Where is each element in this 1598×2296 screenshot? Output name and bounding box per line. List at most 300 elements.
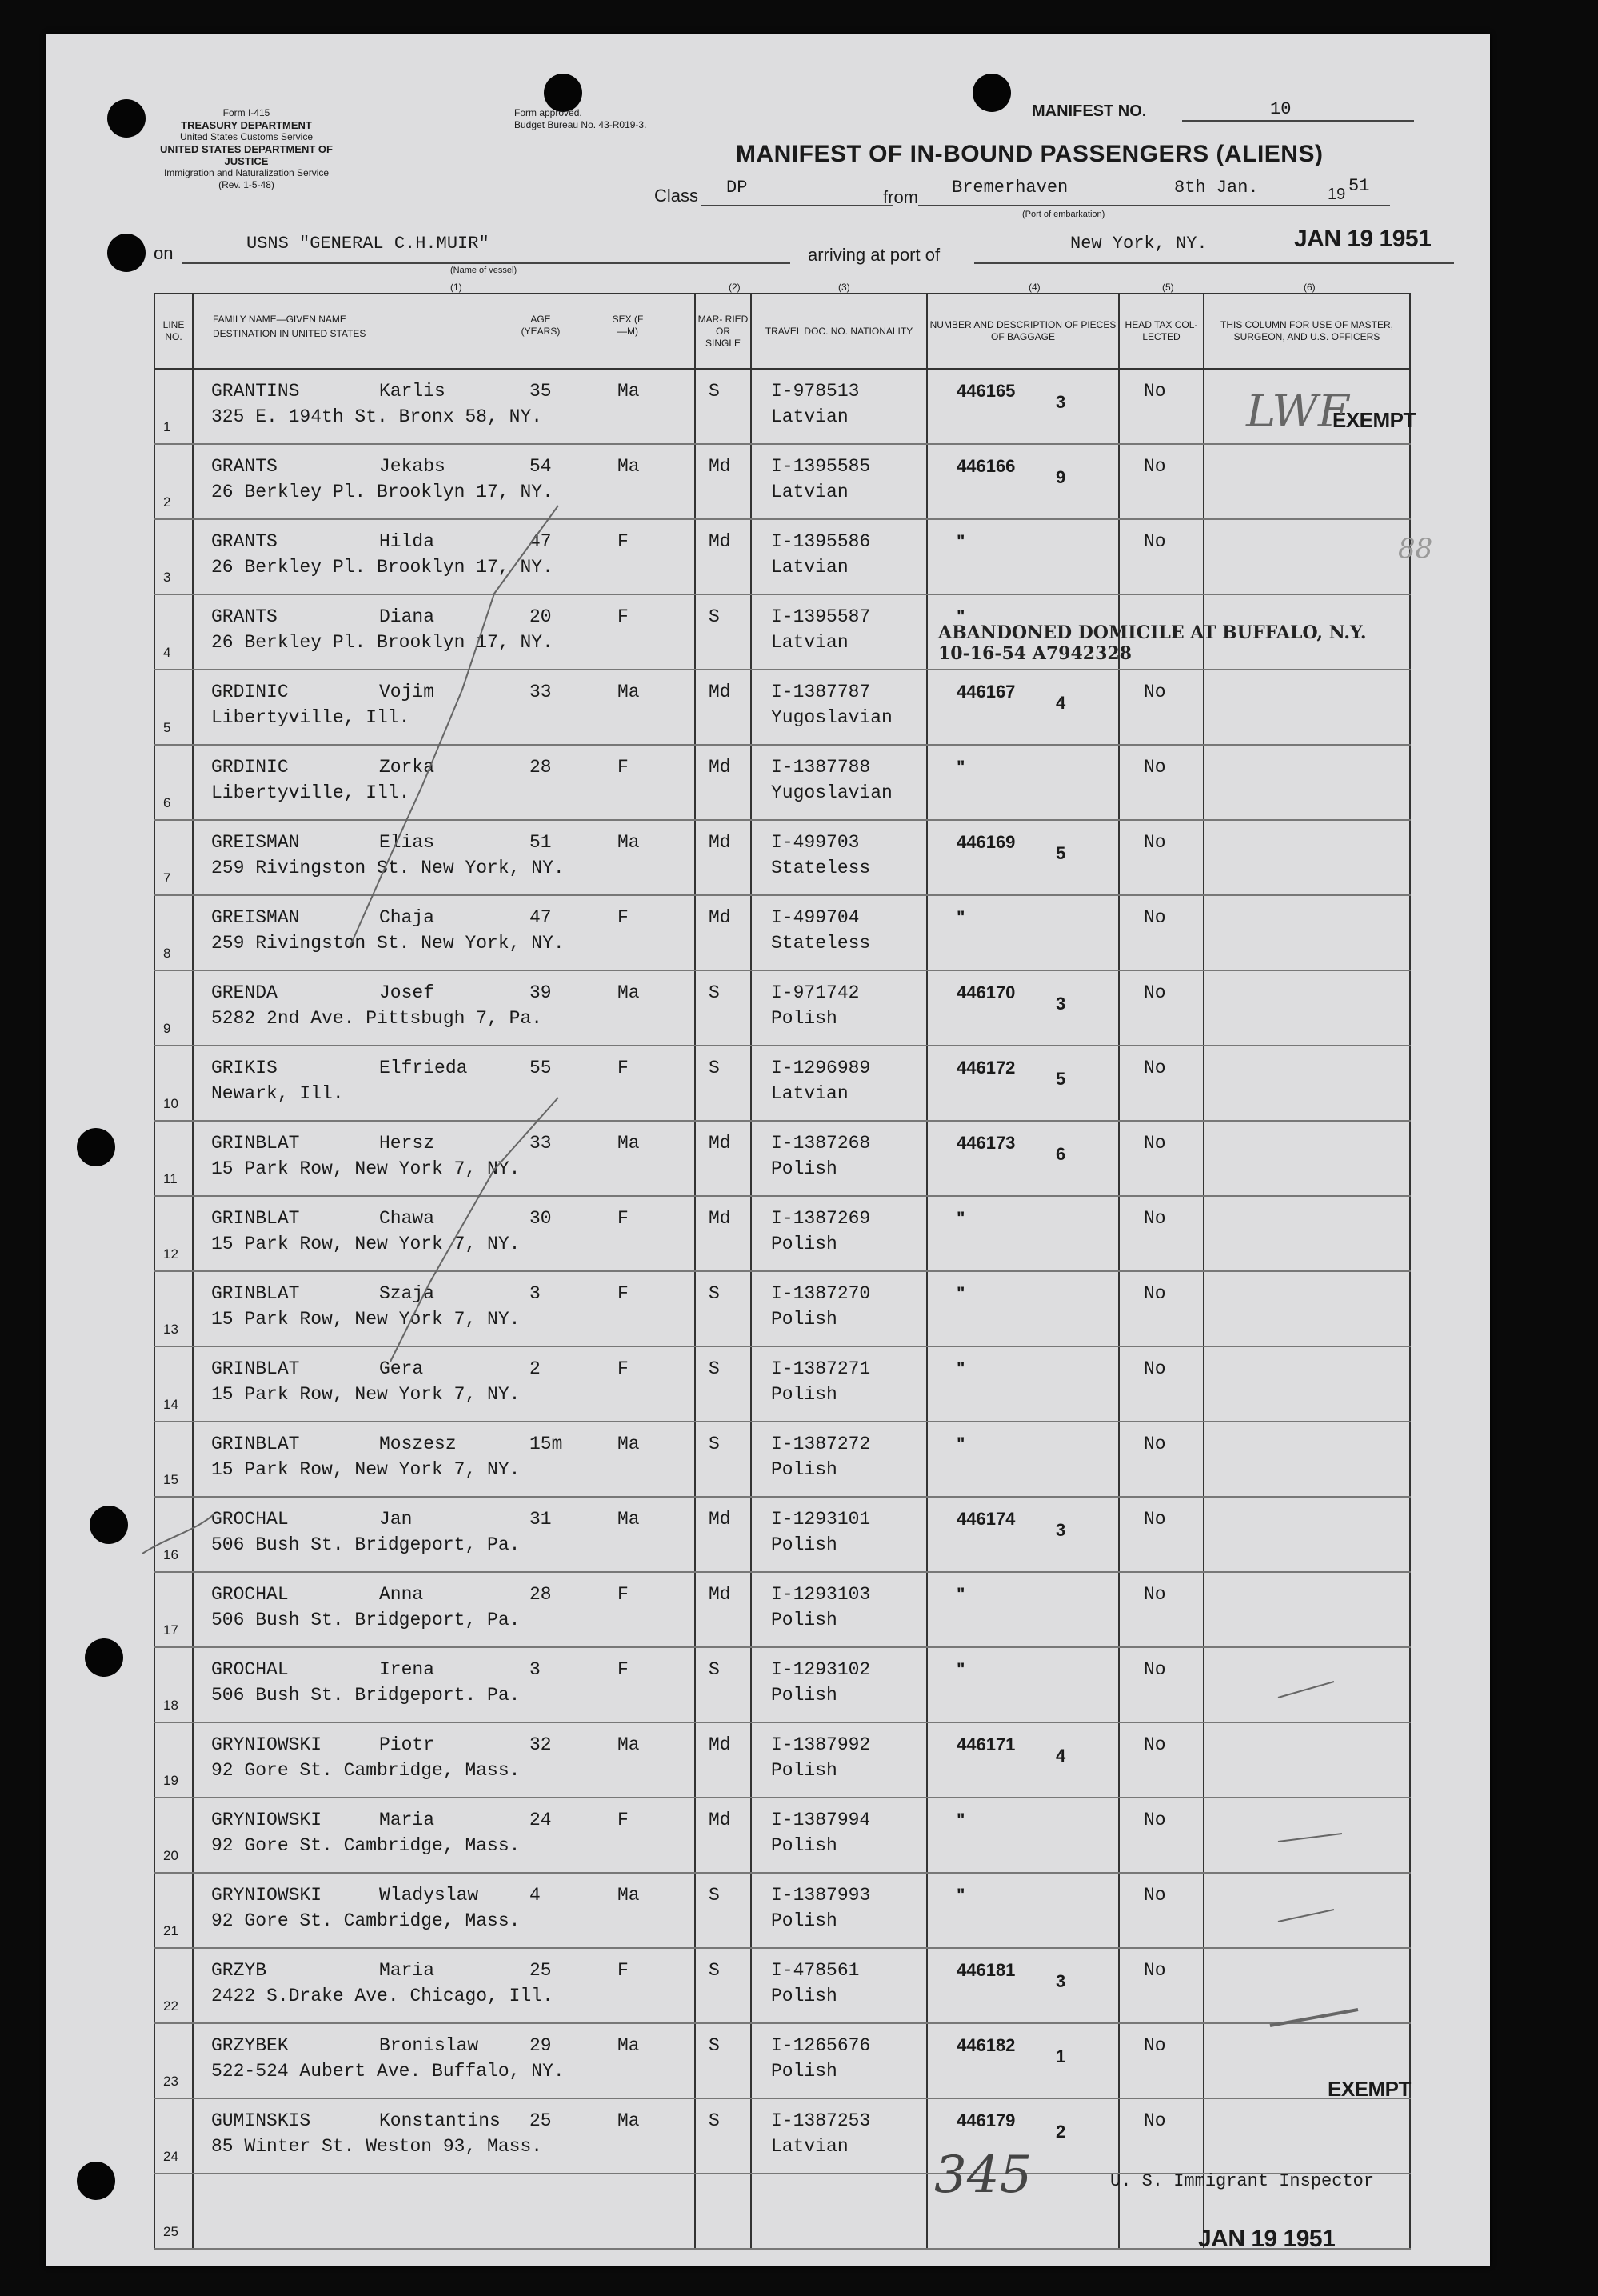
sex: F [617,1659,629,1680]
nationality: Latvian [771,482,849,502]
officers-cell [1204,1948,1410,2023]
given-name: Diana [379,606,435,627]
doc-cell [751,670,927,745]
doc-cell [751,369,927,444]
punch-hole [90,1506,128,1544]
marital-cell [695,670,751,745]
head-tax: No [1144,1208,1166,1229]
destination: 26 Berkley Pl. Brooklyn 17, NY. [211,557,553,578]
travel-doc-no: I-1387272 [771,1434,871,1454]
name-cell [193,1271,695,1346]
family-name: GRINBLAT [211,1283,300,1304]
head-tax: No [1144,832,1166,853]
name-cell [193,1121,695,1196]
given-name: Vojim [379,682,435,702]
name-cell [193,1798,695,1873]
baggage-pieces: 2 [1056,2122,1066,2142]
marital-cell [695,1271,751,1346]
abandoned-note-line2: 10-16-54 A7942328 [938,643,1132,664]
baggage-number: " [957,606,965,626]
manifest-title: MANIFEST OF IN-BOUND PASSENGERS (ALIENS) [736,141,1324,167]
nationality: Polish [771,1384,837,1405]
marital-status: S [709,381,720,402]
officers-cell [1204,1346,1410,1422]
name-cell [193,1196,695,1271]
name-cell [193,444,695,519]
marital-cell [695,1346,751,1422]
destination: 506 Bush St. Bridgeport, Pa. [211,1610,521,1630]
line-cell [154,1271,193,1346]
marital-status: S [709,606,720,627]
sex: Ma [617,456,640,477]
column-number: (1) [450,282,462,293]
nationality: Polish [771,1760,837,1781]
age: 39 [529,982,552,1003]
travel-doc-no: I-1293101 [771,1509,871,1530]
class-line [701,205,893,206]
abandoned-note-line1: ABANDONED DOMICILE AT BUFFALO, N.Y. [938,622,1367,643]
form-agency-block [150,107,342,191]
baggage-number: 446179 [957,2110,1016,2130]
name-cell [193,2098,695,2174]
col-line: LINE NO. [154,294,193,369]
destination: 15 Park Row, New York 7, NY. [211,1158,521,1179]
officers-cell [1204,2098,1410,2174]
travel-doc-no: I-1265676 [771,2035,871,2056]
marital-cell [695,1948,751,2023]
headtax-cell [1119,444,1204,519]
name-cell [193,1046,695,1121]
marital-status: Md [709,456,731,477]
headtax-cell [1119,745,1204,820]
doc-cell [751,2023,927,2098]
head-tax: No [1144,381,1166,402]
nationality: Latvian [771,557,849,578]
age: 47 [529,907,552,928]
table-row [154,1647,1410,1722]
head-tax: No [1144,1584,1166,1605]
head-tax: No [1144,757,1166,778]
sex: Ma [617,1885,640,1906]
baggage-pieces: 3 [1056,1971,1066,1991]
marital-cell [695,1422,751,1497]
family-name: GREISMAN [211,832,300,853]
doc-cell [751,2098,927,2174]
table-row [154,519,1410,594]
sex: Ma [617,832,640,853]
sex: F [617,907,629,928]
baggage-cell [927,1647,1119,1722]
age: 15m [529,1434,563,1454]
line-number: 1 [163,419,171,434]
name-cell [193,1497,695,1572]
nationality: Stateless [771,933,871,954]
destination: 522-524 Aubert Ave. Buffalo, NY. [211,2061,565,2082]
age: 32 [529,1734,552,1755]
table-row [154,970,1410,1046]
line-cell [154,745,193,820]
family-name: GRANTINS [211,381,300,402]
family-name: GRDINIC [211,757,289,778]
age: 35 [529,381,552,402]
exempt-stamp: EXEMPT [1332,408,1416,432]
name-cell [193,745,695,820]
marital-status: Md [709,531,731,552]
treasury-dept: TREASURY DEPARTMENT [181,119,312,131]
age: 55 [529,1058,552,1078]
travel-doc-no: I-499703 [771,832,860,853]
arrival-line [974,262,1454,264]
baggage-number: " [957,1208,965,1228]
manifest-no-value: 10 [1270,99,1292,119]
travel-doc-no: I-978513 [771,381,860,402]
doc-cell [751,895,927,970]
doc-cell [751,519,927,594]
family-name: GRANTS [211,456,278,477]
sex: F [617,757,629,778]
given-name: Karlis [379,381,445,402]
col-married: MAR- RIED OR SINGLE [695,294,751,369]
baggage-number: " [957,1283,965,1303]
nationality: Stateless [771,858,871,878]
table-row [154,2098,1410,2174]
family-name: GRANTS [211,606,278,627]
line-cell [154,2023,193,2098]
baggage-cell [927,444,1119,519]
line-cell [154,1046,193,1121]
line-cell [154,1572,193,1647]
doc-cell [751,1046,927,1121]
given-name: Szaja [379,1283,435,1304]
officers-cell [1204,1121,1410,1196]
line-cell [154,1647,193,1722]
given-name: Hersz [379,1133,435,1154]
sex: Ma [617,2035,640,2056]
headtax-cell [1119,1121,1204,1196]
marital-status: S [709,1434,720,1454]
table-row [154,369,1410,444]
marital-status: S [709,1885,720,1906]
travel-doc-no: I-1387994 [771,1810,871,1830]
baggage-pieces: 5 [1056,843,1066,863]
destination: Newark, Ill. [211,1083,344,1104]
travel-doc-no: I-1387268 [771,1133,871,1154]
head-tax: No [1144,1434,1166,1454]
line-number: 19 [163,1773,178,1788]
line-cell [154,1196,193,1271]
punch-hole [973,74,1011,112]
marital-status: Md [709,1734,731,1755]
line-number: 2 [163,494,171,510]
table-row [154,670,1410,745]
age: 31 [529,1509,552,1530]
head-tax: No [1144,907,1166,928]
ins-service: Immigration and Naturalization Service [163,167,330,178]
travel-doc-no: I-971742 [771,982,860,1003]
marital-status: Md [709,1133,731,1154]
age: 3 [529,1283,541,1304]
headtax-cell [1119,820,1204,895]
line-number: 7 [163,870,171,886]
name-cell [193,820,695,895]
embarkation-port: Bremerhaven [952,178,1069,198]
arrival-date-stamp: JAN 19 1951 [1294,226,1432,252]
given-name: Jekabs [379,456,445,477]
baggage-number: 446171 [957,1734,1016,1754]
baggage-number: 446174 [957,1509,1016,1529]
sex: F [617,1358,629,1379]
given-name: Elias [379,832,435,853]
line-number: 24 [163,2149,178,2164]
marital-cell [695,1722,751,1798]
punch-hole [85,1638,123,1677]
marital-status: S [709,1659,720,1680]
table-row [154,1271,1410,1346]
table-row [154,444,1410,519]
manifest-no-line [1182,120,1414,122]
age: 28 [529,757,552,778]
nationality: Polish [771,1685,837,1706]
family-name: GRENDA [211,982,278,1003]
line-number: 25 [163,2224,178,2239]
col-age-label: AGE (YEARS) [521,314,561,337]
line-cell [154,895,193,970]
doc-cell [751,1572,927,1647]
head-tax: No [1144,682,1166,702]
line-number: 8 [163,946,171,961]
marital-cell [695,369,751,444]
marital-status: Md [709,757,731,778]
baggage-cell [927,1497,1119,1572]
sex: Ma [617,2110,640,2131]
from-line [918,205,1390,206]
baggage-pieces: 9 [1056,467,1066,487]
family-name: GRYNIOWSKI [211,1734,322,1755]
line-number: 10 [163,1096,178,1111]
name-cell [193,1422,695,1497]
baggage-cell [927,1271,1119,1346]
handwritten-initials: LWF [1246,386,1349,438]
doc-cell [751,1948,927,2023]
year-prefix: 19 [1328,186,1346,203]
justice-dept: UNITED STATES DEPARTMENT OF JUSTICE [160,143,333,167]
sex: Ma [617,1509,640,1530]
name-cell [193,519,695,594]
doc-cell [751,1647,927,1722]
baggage-cell [927,1798,1119,1873]
arriving-label: arriving at port of [808,245,941,265]
doc-cell [751,1196,927,1271]
destination: 92 Gore St. Cambridge, Mass. [211,1835,521,1856]
age: 33 [529,1133,552,1154]
destination: Libertyville, Ill. [211,782,410,803]
given-name: Wladyslaw [379,1885,479,1906]
baggage-cell [927,1046,1119,1121]
sex: F [617,1283,629,1304]
line-number: 11 [163,1171,178,1186]
nationality: Polish [771,1459,837,1480]
name-cell [193,2023,695,2098]
marital-cell [695,970,751,1046]
destination: 15 Park Row, New York 7, NY. [211,1384,521,1405]
headtax-cell [1119,1572,1204,1647]
line-number: 23 [163,2074,178,2089]
baggage-pieces: 3 [1056,392,1066,412]
destination: 15 Park Row, New York 7, NY. [211,1309,521,1330]
col-sex-label: SEX (F—M) [612,314,644,337]
line-cell [154,820,193,895]
head-tax: No [1144,1885,1166,1906]
marital-cell [695,1798,751,1873]
punch-hole [77,2162,115,2200]
baggage-cell [927,1422,1119,1497]
given-name: Anna [379,1584,424,1605]
family-name: GUMINSKIS [211,2110,311,2131]
line-number: 9 [163,1021,171,1036]
marital-cell [695,1046,751,1121]
head-tax: No [1144,1810,1166,1830]
age: 29 [529,2035,552,2056]
doc-cell [751,1422,927,1497]
marital-cell [695,444,751,519]
line-number: 5 [163,720,171,735]
marital-cell [695,745,751,820]
headtax-cell [1119,895,1204,970]
baggage-number: " [957,907,965,927]
headtax-cell [1119,1873,1204,1948]
name-cell [193,895,695,970]
family-name: GRZYB [211,1960,267,1981]
baggage-cell [927,820,1119,895]
head-tax: No [1144,2110,1166,2131]
family-name: GREISMAN [211,907,300,928]
baggage-number: " [957,1885,965,1905]
marital-status: Md [709,907,731,928]
handwritten-abandoned-note [938,622,1367,664]
given-name: Jan [379,1509,413,1530]
sex: F [617,1810,629,1830]
officers-cell [1204,1046,1410,1121]
table-row [154,895,1410,970]
vessel-caption: (Name of vessel) [450,266,517,275]
marital-status: Md [709,832,731,853]
nationality: Latvian [771,632,849,653]
name-cell [193,670,695,745]
destination: Libertyville, Ill. [211,707,410,728]
officers-cell [1204,1873,1410,1948]
column-number: (2) [729,282,741,293]
headtax-cell [1119,1046,1204,1121]
line-number: 13 [163,1322,178,1337]
age: 47 [529,531,552,552]
col-dest-label: DESTINATION IN UNITED STATES [213,328,366,339]
punch-hole [107,234,146,272]
baggage-number: 446165 [957,381,1016,401]
table-row [154,1497,1410,1572]
baggage-pieces: 5 [1056,1069,1066,1089]
travel-doc-no: I-1395585 [771,456,871,477]
table-row [154,1346,1410,1422]
line-cell [154,1873,193,1948]
given-name: Moszesz [379,1434,457,1454]
doc-cell [751,1497,927,1572]
nationality: Yugoslavian [771,707,893,728]
nationality: Latvian [771,1083,849,1104]
nationality: Polish [771,1008,837,1029]
table-row [154,1798,1410,1873]
travel-doc-no: I-1387788 [771,757,871,778]
baggage-pieces: 6 [1056,1144,1066,1164]
line-cell [154,1346,193,1422]
marital-status: Md [709,1584,731,1605]
family-name: GROCHAL [211,1659,289,1680]
officers-cell [1204,745,1410,820]
marital-status: S [709,2110,720,2131]
baggage-pieces: 1 [1056,2046,1066,2066]
family-name: GRINBLAT [211,1208,300,1229]
line-number: 18 [163,1698,178,1713]
officers-cell [1204,970,1410,1046]
customs-service: United States Customs Service [179,131,314,142]
family-name: GRINBLAT [211,1358,300,1379]
departure-year: 51 [1348,176,1370,196]
officers-cell [1204,895,1410,970]
officers-cell [1204,444,1410,519]
travel-doc-no: I-1387253 [771,2110,871,2131]
travel-doc-no: I-1395586 [771,531,871,552]
line-number: 4 [163,645,171,660]
head-tax: No [1144,1734,1166,1755]
officers-cell [1204,820,1410,895]
given-name: Maria [379,1810,435,1830]
line-number: 21 [163,1923,178,1938]
baggage-cell [927,369,1119,444]
baggage-pieces: 4 [1056,693,1066,713]
given-name: Bronislaw [379,2035,479,2056]
baggage-cell [927,519,1119,594]
column-number: (4) [1029,282,1041,293]
baggage-cell [927,670,1119,745]
nationality: Latvian [771,406,849,427]
family-name: GRYNIOWSKI [211,1810,322,1830]
manifest-no-label: MANIFEST NO. [1032,102,1147,120]
marital-cell [695,1497,751,1572]
age: 20 [529,606,552,627]
port-caption: (Port of embarkation) [1022,210,1105,219]
baggage-number: " [957,1659,965,1679]
baggage-number: " [957,1358,965,1378]
travel-doc-no: I-1387787 [771,682,871,702]
marital-cell [695,519,751,594]
col-baggage: NUMBER AND DESCRIPTION OF PIECES OF BAGGAGE [927,294,1119,369]
destination: 92 Gore St. Cambridge, Mass. [211,1760,521,1781]
nationality: Latvian [771,2136,849,2157]
officers-cell [1204,1572,1410,1647]
headtax-cell [1119,369,1204,444]
nationality: Polish [771,1986,837,2006]
doc-cell [751,745,927,820]
family-name: GRINBLAT [211,1133,300,1154]
baggage-cell [927,1873,1119,1948]
baggage-number: 446172 [957,1058,1016,1078]
officers-cell [1204,670,1410,745]
sex: F [617,1960,629,1981]
sex: Ma [617,1734,640,1755]
headtax-cell [1119,670,1204,745]
baggage-cell [927,1948,1119,2023]
nationality: Polish [771,1234,837,1254]
sex: Ma [617,1133,640,1154]
